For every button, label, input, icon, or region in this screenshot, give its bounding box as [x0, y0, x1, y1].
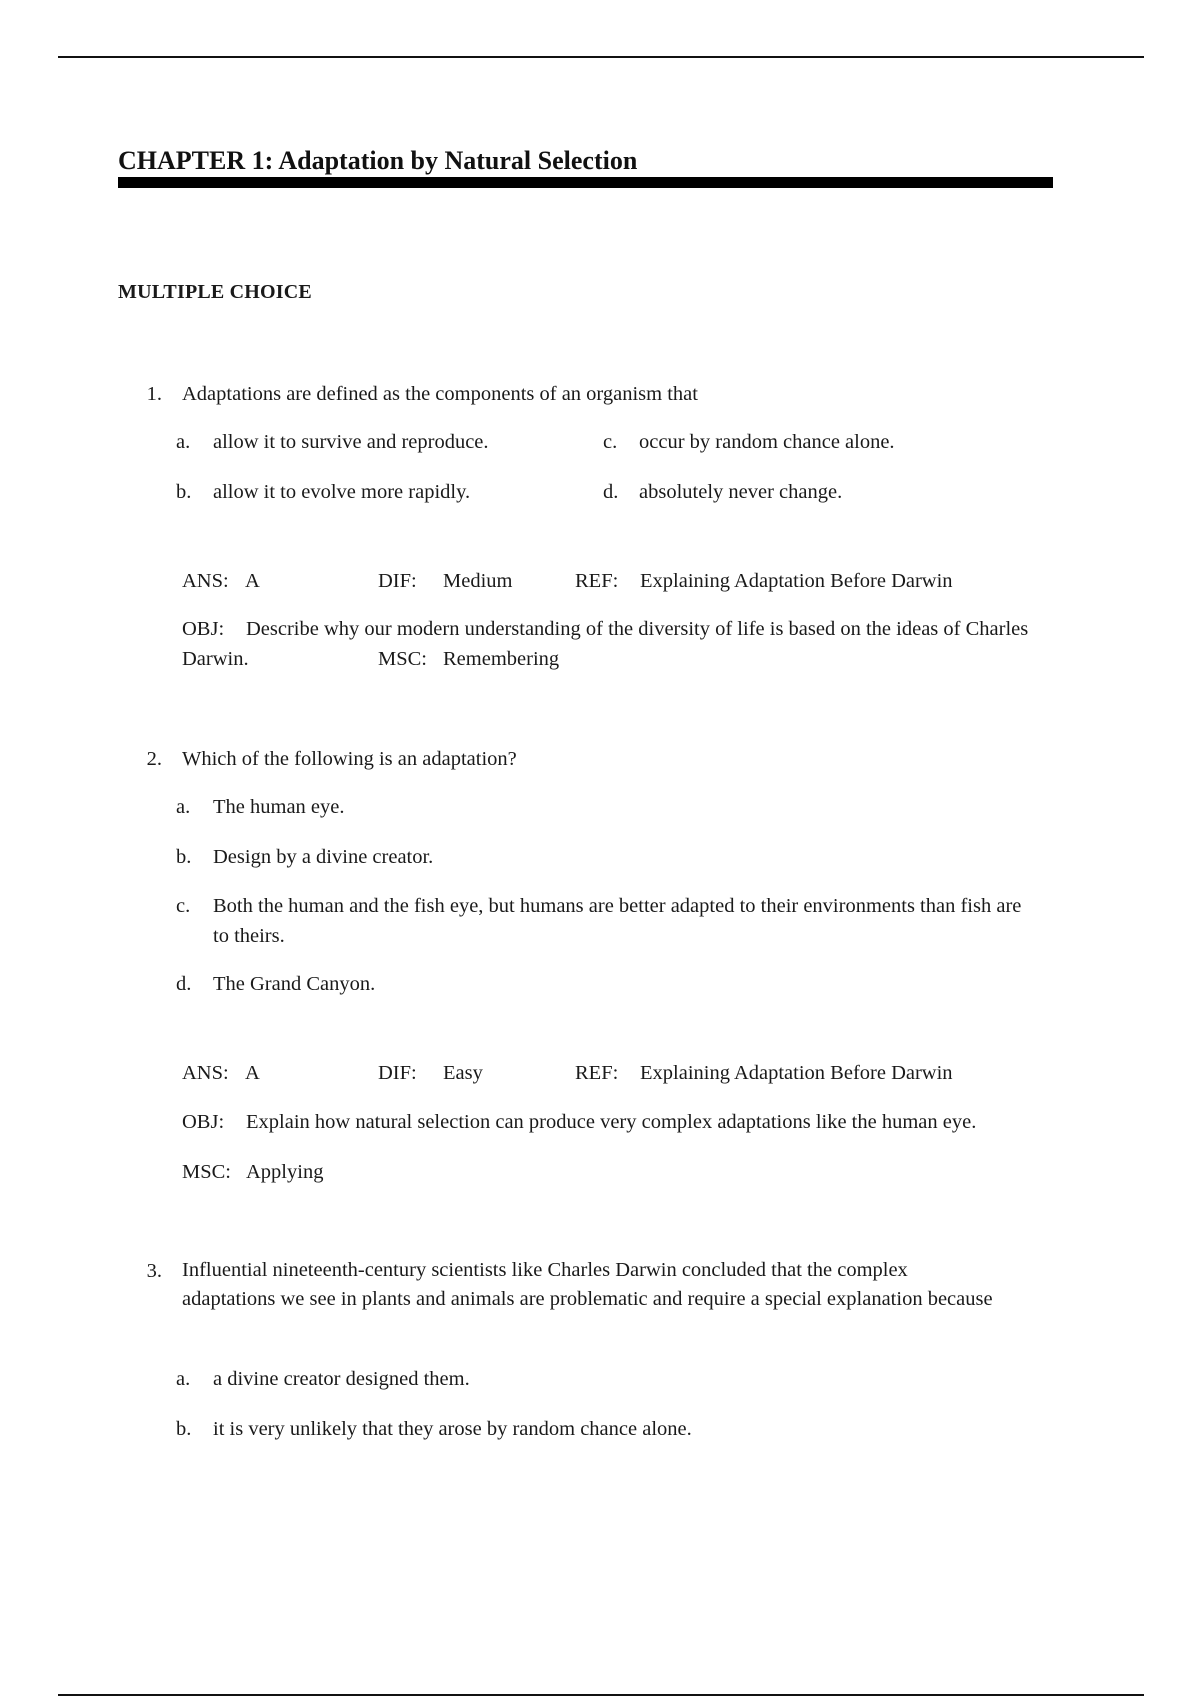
- ref-label: REF:: [575, 1062, 619, 1084]
- obj-text: Explain how natural selection can produce very complex adaptations like the human eye.: [246, 1111, 977, 1133]
- msc-value: Applying: [246, 1161, 324, 1183]
- msc-value: Remembering: [443, 648, 560, 670]
- option-letter: d.: [603, 481, 619, 503]
- bottom-rule: [58, 1694, 1144, 1696]
- option-text: Design by a divine creator.: [213, 846, 434, 868]
- section-heading: MULTIPLE CHOICE: [118, 281, 312, 303]
- ref-value: Explaining Adaptation Before Darwin: [640, 1062, 953, 1084]
- ans-label: ANS:: [182, 570, 229, 592]
- option-letter: c.: [176, 895, 191, 917]
- option-text: Both the human and the fish eye, but humans are better adapted to their environments than fish are to theirs.: [213, 895, 1022, 947]
- option-text: occur by random chance alone.: [639, 431, 895, 453]
- dif-value: Medium: [443, 570, 513, 592]
- option-letter: a.: [176, 1368, 191, 1390]
- option-letter: b.: [176, 481, 192, 503]
- question-number: 3.: [146, 1260, 162, 1282]
- ans-label: ANS:: [182, 1062, 229, 1084]
- option-letter: a.: [176, 431, 191, 453]
- option-text: allow it to evolve more rapidly.: [213, 481, 471, 503]
- question-stem: Adaptations are defined as the components of an organism that: [182, 383, 698, 405]
- msc-label: MSC:: [378, 648, 427, 670]
- option-letter: a.: [176, 796, 191, 818]
- ans-value: A: [245, 1062, 260, 1084]
- option-text: absolutely never change.: [639, 481, 843, 503]
- option-text: allow it to survive and reproduce.: [213, 431, 489, 453]
- obj-label: OBJ:: [182, 1111, 225, 1133]
- question-stem: Influential nineteenth-century scientists like Charles Darwin concluded that the complex adaptations we see in plants and animals are problematic and require a special explanation because: [182, 1259, 993, 1310]
- dif-value: Easy: [443, 1062, 483, 1084]
- option-letter: d.: [176, 973, 192, 995]
- option-letter: b.: [176, 1418, 192, 1440]
- question-number: 1.: [146, 383, 162, 405]
- top-rule: [58, 56, 1144, 58]
- option-letter: b.: [176, 846, 192, 868]
- option-letter: c.: [603, 431, 618, 453]
- option-text: The human eye.: [213, 796, 345, 818]
- dif-label: DIF:: [378, 1062, 417, 1084]
- ans-value: A: [245, 570, 260, 592]
- dif-label: DIF:: [378, 570, 417, 592]
- question-stem: Which of the following is an adaptation?: [182, 748, 517, 770]
- chapter-underline-bar: [118, 177, 1053, 188]
- option-text: it is very unlikely that they arose by random chance alone.: [213, 1418, 692, 1440]
- ref-value: Explaining Adaptation Before Darwin: [640, 570, 953, 592]
- chapter-title: CHAPTER 1: Adaptation by Natural Selection: [118, 146, 638, 175]
- question-number: 2.: [146, 748, 162, 770]
- msc-label: MSC:: [182, 1161, 231, 1183]
- obj-label: OBJ:: [182, 618, 225, 640]
- option-text: The Grand Canyon.: [213, 973, 376, 995]
- ref-label: REF:: [575, 570, 619, 592]
- option-text: a divine creator designed them.: [213, 1368, 470, 1390]
- obj-text: Describe why our modern understanding of the diversity of life is based on the ideas of Charles Darwin.: [182, 618, 1029, 670]
